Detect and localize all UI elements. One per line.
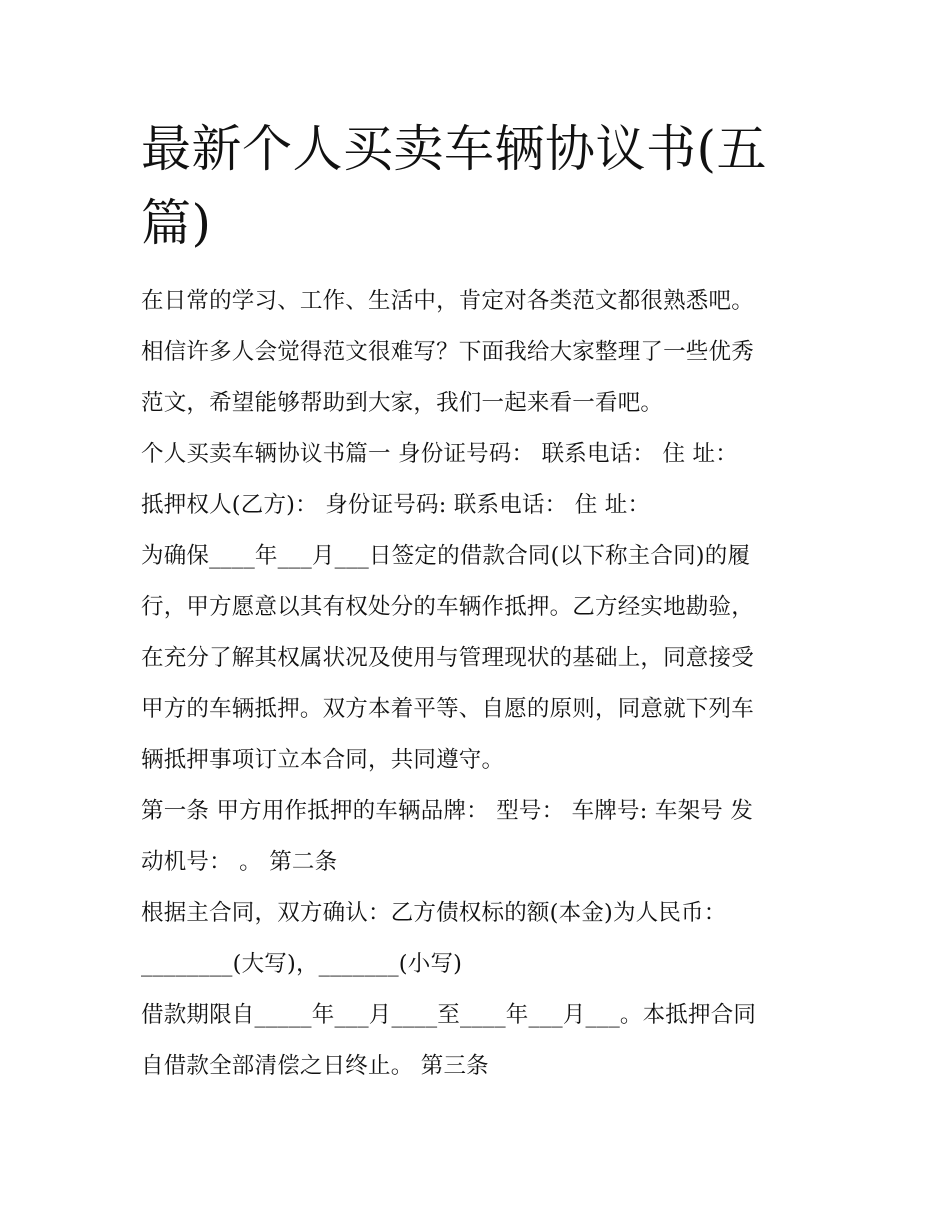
text-line: 动机号： 。 第二条 bbox=[141, 849, 338, 875]
paragraph-loan-term bbox=[141, 990, 821, 1092]
text-line: 甲方的车辆抵押。双方本着平等、自愿的原则，同意就下列车 bbox=[141, 696, 754, 722]
text-line: ________(大写)，_______(小写) bbox=[141, 951, 463, 977]
document-title bbox=[141, 112, 801, 260]
paragraph-purpose bbox=[141, 531, 821, 786]
text-line: 个人买卖车辆协议书篇一 身份证号码： 联系电话： 住 址： bbox=[141, 441, 738, 467]
paragraph-party-b bbox=[141, 480, 821, 531]
paragraph-article-1 bbox=[141, 786, 821, 888]
text-line: 相信许多人会觉得范文很难写？下面我给大家整理了一些优秀 bbox=[141, 339, 754, 365]
text-line: 行，甲方愿意以其有权处分的车辆作抵押。乙方经实地勘验， bbox=[141, 594, 754, 620]
text-line: 根据主合同，双方确认：乙方债权标的额(本金)为人民币： bbox=[141, 900, 727, 926]
paragraph-article-2 bbox=[141, 888, 821, 990]
text-line: 辆抵押事项订立本合同，共同遵守。 bbox=[141, 747, 505, 773]
text-line: 第一条 甲方用作抵押的车辆品牌： 型号： 车牌号: 车架号 发 bbox=[141, 798, 754, 824]
title-line: 最新个人买卖车辆协议书(五 bbox=[141, 120, 768, 178]
text-line: 为确保____年___月___日签定的借款合同(以下称主合同)的履 bbox=[141, 543, 751, 569]
document-body bbox=[141, 276, 821, 1092]
text-line: 抵押权人(乙方)： 身份证号码: 联系电话： 住 址： bbox=[141, 492, 651, 518]
text-line: 自借款全部清偿之日终止。 第三条 bbox=[141, 1053, 489, 1079]
text-line: 在日常的学习、工作、生活中，肯定对各类范文都很熟悉吧。 bbox=[141, 288, 754, 314]
paragraph-intro bbox=[141, 276, 821, 429]
text-line: 范文，希望能够帮助到大家，我们一起来看一看吧。 bbox=[141, 390, 664, 416]
paragraph-party-a bbox=[141, 429, 821, 480]
title-line: 篇) bbox=[141, 194, 212, 252]
text-line: 借款期限自_____年___月____至____年___月___。本抵押合同 bbox=[141, 1002, 757, 1028]
text-line: 在充分了解其权属状况及使用与管理现状的基础上，同意接受 bbox=[141, 645, 754, 671]
